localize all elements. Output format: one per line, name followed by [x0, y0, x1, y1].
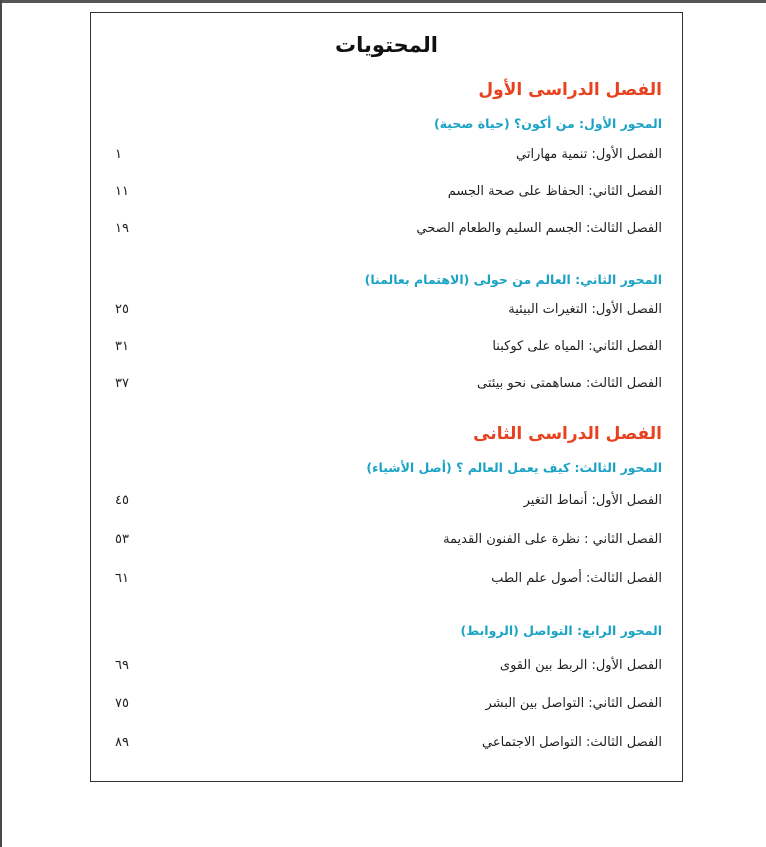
axis-heading: المحور الرابع: التواصل (الروابط): [460, 623, 662, 638]
page-title: المحتويات: [335, 33, 438, 57]
page-number: ٦٩: [115, 658, 129, 673]
lesson-title: الفصل الثالث: أصول علم الطب: [491, 571, 662, 586]
page-number: ١١: [115, 184, 129, 199]
lesson-title: الفصل الأول: الربط بين القوى: [499, 658, 662, 673]
semester-heading: الفصل الدراسى الأول: [478, 80, 662, 100]
page-number: ٧٥: [115, 696, 129, 711]
page-number: ٥٣: [115, 532, 129, 547]
lesson-title: الفصل الأول: التغيرات البيئية: [508, 302, 662, 317]
toc-entry[interactable]: [111, 696, 662, 716]
toc-entry[interactable]: [111, 184, 662, 204]
axis-heading: المحور الأول: من أكون؟ (حياة صحية): [433, 116, 662, 131]
page-number: ٣١: [115, 339, 129, 354]
toc-entry[interactable]: [111, 532, 662, 552]
toc-entry[interactable]: [111, 735, 662, 755]
lesson-title: الفصل الثاني: الحفاظ على صحة الجسم: [447, 184, 662, 199]
page-number: ٨٩: [115, 735, 129, 750]
toc-entry[interactable]: [111, 339, 662, 359]
lesson-title: الفصل الثاني: المياه على كوكبنا: [492, 339, 662, 354]
lesson-title: الفصل الأول: أنماط التغير: [523, 493, 662, 508]
lesson-title: الفصل الأول: تنمية مهاراتي: [515, 147, 662, 162]
axis-heading: المحور الثاني: العالم من حولى (الاهتمام بعالمنا): [364, 272, 662, 287]
lesson-title: الفصل الثالث: الجسم السليم والطعام الصحي: [416, 221, 662, 236]
lesson-title: الفصل الثالث: التواصل الاجتماعي: [482, 735, 662, 750]
toc-entry[interactable]: [111, 302, 662, 322]
toc-entry[interactable]: [111, 493, 662, 513]
top-border-bar: [0, 0, 766, 3]
contents-page: [90, 12, 683, 782]
page-number: ٣٧: [115, 376, 129, 391]
page-number: ١٩: [115, 221, 129, 236]
axis-heading: المحور الثالث: كيف يعمل العالم ؟ (أصل الأشياء): [366, 460, 662, 475]
lesson-title: الفصل الثالث: مساهمتى نحو بيئتى: [477, 376, 662, 391]
left-edge-bar: [0, 0, 2, 847]
page-number: ٦١: [115, 571, 129, 586]
lesson-title: الفصل الثاني: التواصل بين البشر: [485, 696, 662, 711]
semester-heading: الفصل الدراسى الثانى: [473, 424, 662, 444]
toc-entry[interactable]: [111, 147, 662, 167]
toc-entry[interactable]: [111, 376, 662, 396]
page-number: ٢٥: [115, 302, 129, 317]
toc-entry[interactable]: [111, 221, 662, 241]
page-number: ١: [115, 147, 122, 162]
lesson-title: الفصل الثاني : نظرة على الفنون القديمة: [443, 532, 662, 547]
toc-entry[interactable]: [111, 658, 662, 678]
toc-entry[interactable]: [111, 571, 662, 591]
page-number: ٤٥: [115, 493, 129, 508]
